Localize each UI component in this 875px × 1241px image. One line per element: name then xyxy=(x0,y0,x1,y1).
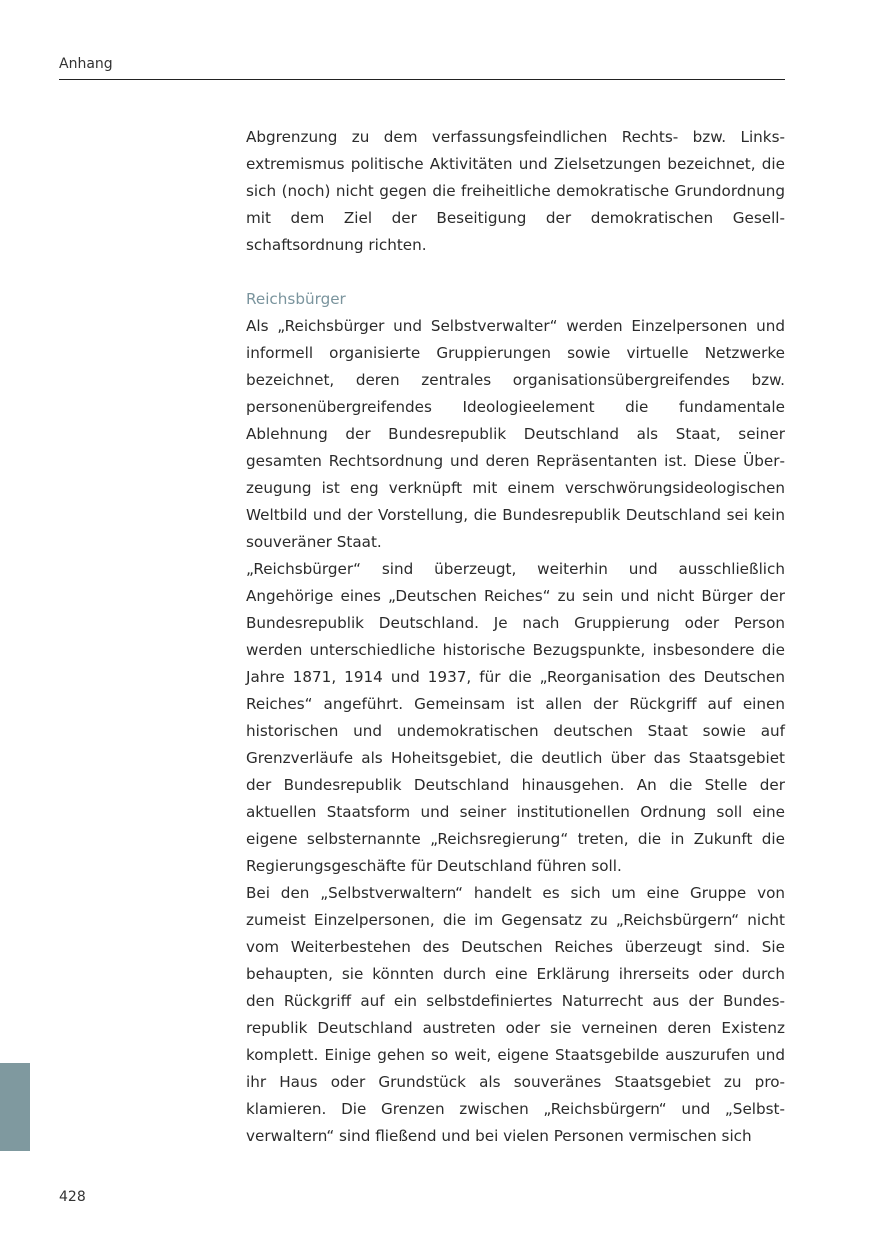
paragraph-reichsbuerger: „Reichsbürger“ sind überzeugt, weiterhin und ausschließlich Angehörige eines „Deutschen Reiches“ zu sein und nicht Bürger der Bundesrepublik Deutschland. Je nach Gruppierung oder Person werden unterschiedliche historische Bezugspunkte, insbesondere die Jahre 1871, 1914 und 1937, für die „Reorganisation des Deutschen Reiches“ angeführt. Gemeinsam ist allen der Rückgriff auf einen historischen und undemokratischen deutschen Staat sowie auf Grenzverläufe als Hoheitsgebiet, die deutlich über das Staatsgebiet der Bundesrepublik Deutschland hinausgehen. An die Stelle der aktuellen Staatsform und seiner institutionellen Ordnung soll eine eigene selbsternannte „Reichsregierung“ treten, die in Zukunft die Regierungsgeschäfte für Deutschland führen soll. xyxy=(246,560,785,875)
intro-paragraph: Abgrenzung zu dem verfassungsfeindlichen Rechts- bzw. Linksextremismus politische Aktivitäten und Zielsetzungen bezeichnet, die sich (noch) nicht gegen die freiheitliche demokratische Grundordnung mit dem Ziel der Beseitigung der demokratischen Gesellschaftsordnung richten. xyxy=(246,128,785,254)
section-heading: Reichsbürger xyxy=(246,290,346,308)
paragraph-selbstverwalter: Bei den „Selbstverwaltern“ handelt es sich um eine Gruppe von zumeist Einzelpersonen, die im Gegensatz zu „Reichsbürgern“ nicht vom Weiterbestehen des Deutschen Reiches überzeugt sind. Sie behaupten, sie könnten durch eine Erklärung ihrerseits oder durch den Rückgriff auf ein selbstdefiniertes Naturrecht aus der Bundesrepublik Deutschland austreten oder sie verneinen deren Existenz komplett. Einige gehen so weit, eigene Staatsgebilde auszurufen und ihr Haus oder Grundstück als souveränes Staatsgebiet zu proklamieren. Die Grenzen zwischen „Reichsbürgern“ und „Selbstverwaltern“ sind fließend und bei vielen Personen vermischen sich xyxy=(246,884,785,1145)
side-tab-marker xyxy=(0,1063,30,1151)
main-text xyxy=(246,124,785,1150)
paragraph-definition: Als „Reichsbürger und Selbstverwalter“ werden Einzelpersonen und informell organisierte Gruppierungen sowie virtuelle Netzwerke bezeichnet, deren zentrales organisationsübergreifendes bzw. personenübergreifendes Ideologieelement die fundamentale Ablehnung der Bundesrepublik Deutschland als Staat, seiner gesamten Rechtsordnung und deren Repräsentanten ist. Diese Überzeugung ist eng verknüpft mit einem verschwörungsideologischen Weltbild und der Vorstellung, die Bundesrepublik Deutschland sei kein souveräner Staat. xyxy=(246,317,785,551)
page-number: 428 xyxy=(59,1189,86,1205)
running-head: Anhang xyxy=(59,56,113,72)
header-rule xyxy=(59,79,785,80)
